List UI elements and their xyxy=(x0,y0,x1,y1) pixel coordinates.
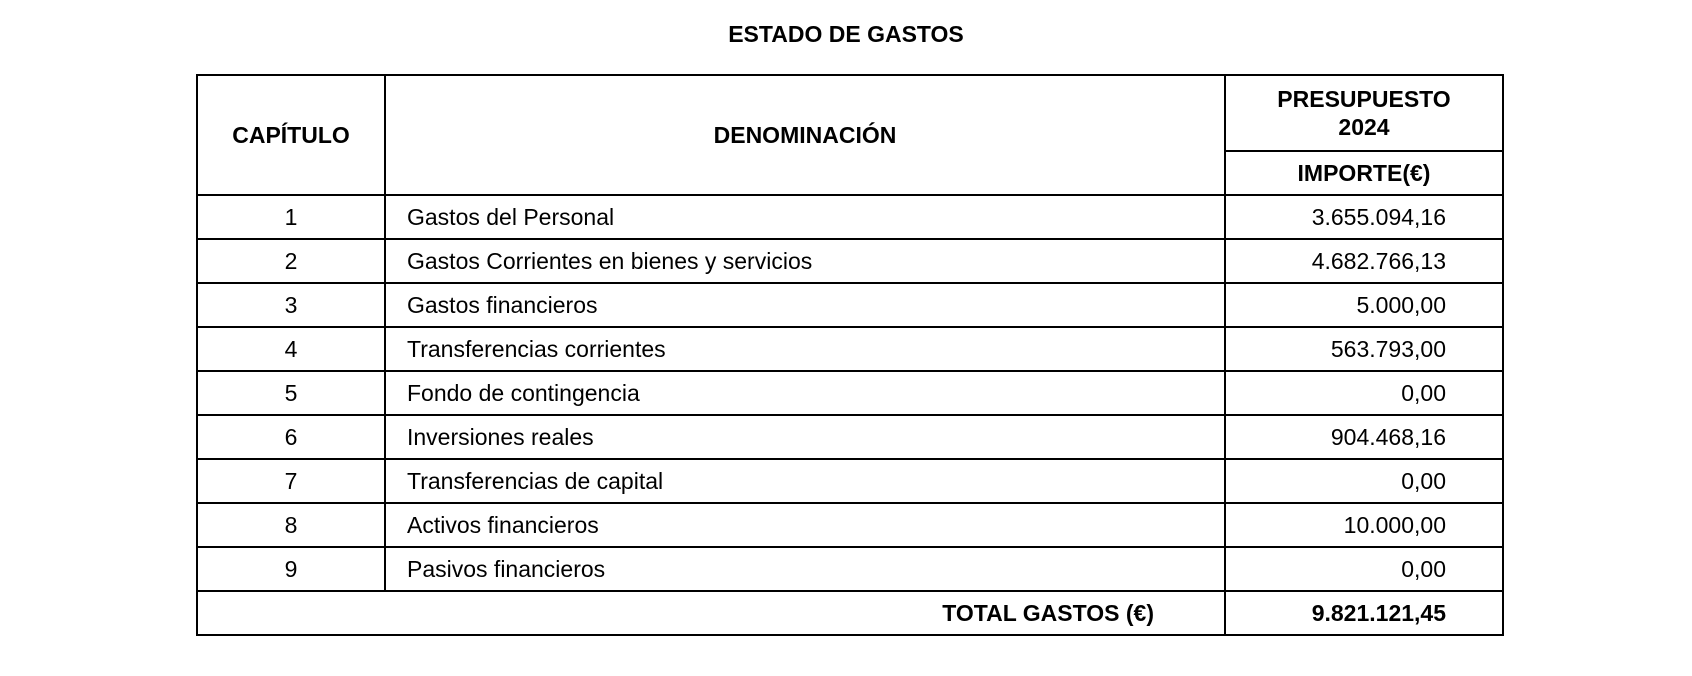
row-denominacion: Activos financieros xyxy=(385,503,1225,547)
row-importe: 0,00 xyxy=(1225,371,1503,415)
row-denominacion: Gastos financieros xyxy=(385,283,1225,327)
row-capitulo: 5 xyxy=(197,371,385,415)
row-importe: 4.682.766,13 xyxy=(1225,239,1503,283)
table-row xyxy=(197,415,1503,459)
header-importe: IMPORTE(€) xyxy=(1225,151,1503,195)
table-row xyxy=(197,195,1503,239)
header-denominacion: DENOMINACIÓN xyxy=(385,75,1225,195)
header-row xyxy=(197,75,1503,151)
row-denominacion: Fondo de contingencia xyxy=(385,371,1225,415)
row-capitulo: 4 xyxy=(197,327,385,371)
row-importe: 0,00 xyxy=(1225,459,1503,503)
row-capitulo: 7 xyxy=(197,459,385,503)
row-capitulo: 2 xyxy=(197,239,385,283)
table-row xyxy=(197,327,1503,371)
row-denominacion: Inversiones reales xyxy=(385,415,1225,459)
row-importe: 563.793,00 xyxy=(1225,327,1503,371)
table-row xyxy=(197,371,1503,415)
row-importe: 0,00 xyxy=(1225,547,1503,591)
row-capitulo: 8 xyxy=(197,503,385,547)
total-row xyxy=(197,591,1503,635)
expenses-table xyxy=(196,74,1504,636)
row-denominacion: Transferencias corrientes xyxy=(385,327,1225,371)
row-denominacion: Gastos del Personal xyxy=(385,195,1225,239)
row-capitulo: 1 xyxy=(197,195,385,239)
header-presupuesto xyxy=(1225,75,1503,151)
table-row xyxy=(197,239,1503,283)
page-title: ESTADO DE GASTOS xyxy=(728,21,964,47)
table-row xyxy=(197,283,1503,327)
row-importe: 10.000,00 xyxy=(1225,503,1503,547)
row-denominacion: Pasivos financieros xyxy=(385,547,1225,591)
row-denominacion: Gastos Corrientes en bienes y servicios xyxy=(385,239,1225,283)
header-capitulo: CAPÍTULO xyxy=(197,75,385,195)
row-capitulo: 9 xyxy=(197,547,385,591)
header-presupuesto-year: 2024 xyxy=(1338,114,1390,140)
row-denominacion: Transferencias de capital xyxy=(385,459,1225,503)
total-value: 9.821.121,45 xyxy=(1225,591,1503,635)
header-presupuesto-label: PRESUPUESTO xyxy=(1277,86,1451,112)
row-capitulo: 3 xyxy=(197,283,385,327)
row-capitulo: 6 xyxy=(197,415,385,459)
row-importe: 904.468,16 xyxy=(1225,415,1503,459)
table-row xyxy=(197,459,1503,503)
row-importe: 5.000,00 xyxy=(1225,283,1503,327)
table-row xyxy=(197,547,1503,591)
row-importe: 3.655.094,16 xyxy=(1225,195,1503,239)
table-row xyxy=(197,503,1503,547)
total-label: TOTAL GASTOS (€) xyxy=(197,591,1225,635)
